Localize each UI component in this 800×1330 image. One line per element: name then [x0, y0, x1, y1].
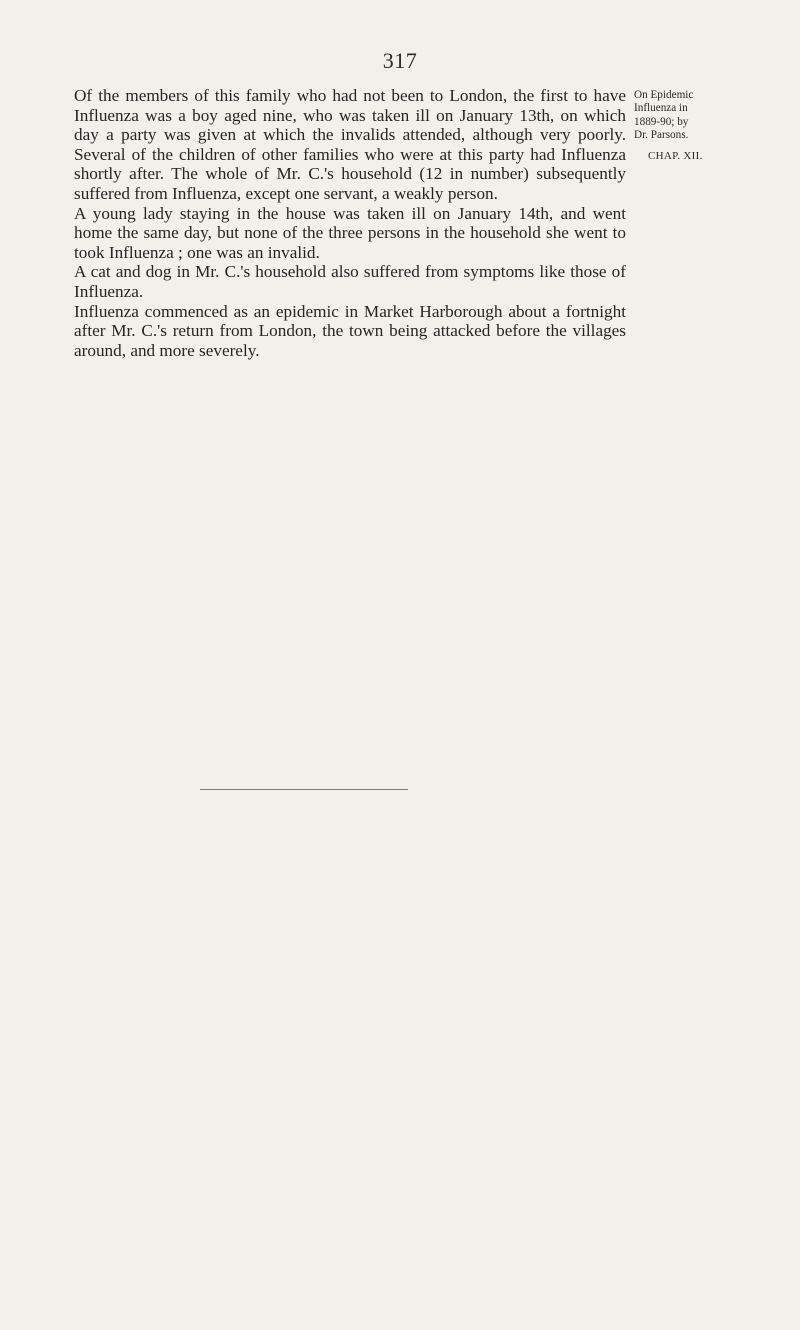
- body-text: [74, 86, 626, 360]
- margin-note-line: On Epidemic: [634, 89, 694, 101]
- page-number: 317: [382, 48, 418, 73]
- margin-note-line: Influenza in: [634, 102, 688, 115]
- chapter-marker: CHAP. XII.: [648, 149, 703, 162]
- margin-note: [634, 89, 730, 163]
- section-divider: [200, 789, 408, 790]
- paragraph-3: A cat and dog in Mr. C.'s household also suffered from symptoms like those of Influenza.: [74, 262, 626, 301]
- paragraph-4: Influenza commenced as an epidemic in Market Harborough about a fortnight after Mr. C.'s return from London, the town being attacked before the villages around, and more severely.: [74, 301, 626, 360]
- paragraph-1: Of the members of this family who had not been to London, the first to have Influenza was a boy aged nine, who was taken ill on January 13th, on which day a party was given at which the invalids attended, although very poorly. Several of the children of other families who were at this party had Influenza shortly after. The whole of Mr. C.'s household (12 in number) subsequently suffered from Influenza, except one servant, a weakly person.: [74, 86, 626, 203]
- margin-note-line: 1889-90; by: [634, 115, 689, 128]
- paragraph-2: A young lady staying in the house was taken ill on January 14th, and went home the same day, but none of the three persons in the household she went to took Influenza ; one was an invalid.: [74, 203, 626, 262]
- margin-note-line: Dr. Parsons.: [634, 129, 689, 142]
